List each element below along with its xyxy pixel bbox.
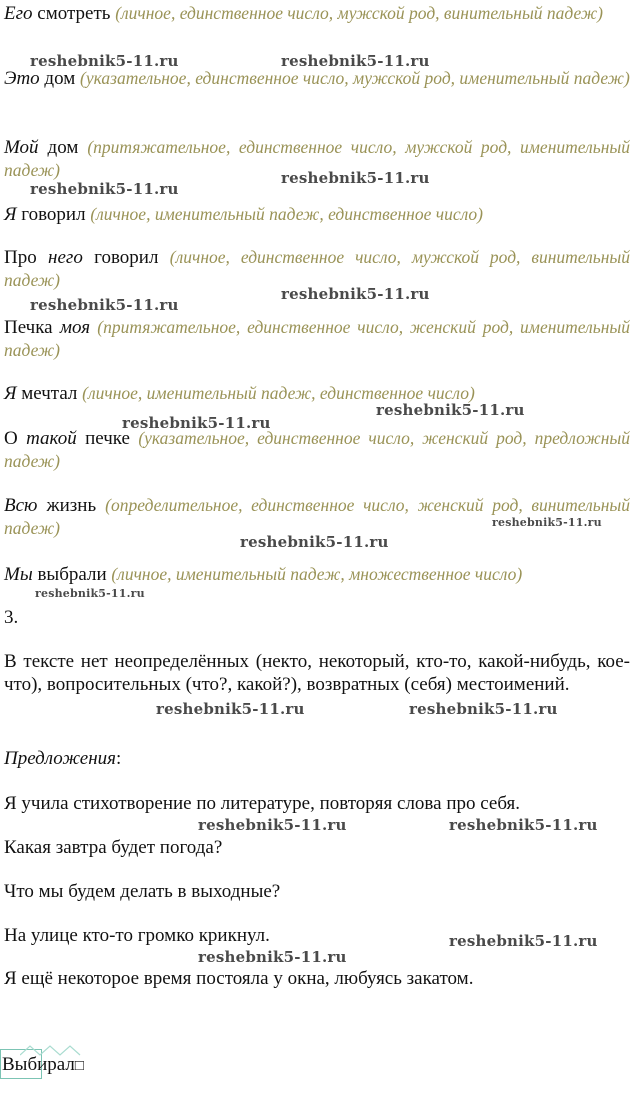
entry-8-prefix: О <box>4 428 27 449</box>
sentences-heading-text: Предложения <box>4 748 116 769</box>
watermark: reshebnik5-11.ru <box>281 52 430 70</box>
sentence-1: Я учила стихотворение по литературе, повторяя слова про себя. <box>4 793 521 814</box>
entry-10-note: (личное, именительный падеж, множественное число) <box>111 564 523 584</box>
entry-1-note: (личное, единственное число, мужской род, винительный падеж) <box>115 3 603 23</box>
entry-3-note: (притяжательное, единственное число, мужской род, именительный падеж) <box>4 137 630 180</box>
entry-8-pronoun: такой <box>26 428 77 449</box>
watermark: reshebnik5-11.ru <box>156 700 305 718</box>
sentence-5: Я ещё некоторое время постояла у окна, любуясь закатом. <box>4 968 474 989</box>
entry-5-note: (личное, единственное число, мужской род, винительный падеж) <box>4 247 630 290</box>
entry-6-pronoun: моя <box>59 317 91 338</box>
entry-6-note: (притяжательное, единственное число, женский род, именительный падеж) <box>4 317 630 360</box>
watermark: reshebnik5-11.ru <box>449 932 598 950</box>
watermark: reshebnik5-11.ru <box>198 948 347 966</box>
sentences-heading <box>4 747 121 770</box>
entry-4-pronoun: Я <box>4 204 17 225</box>
watermark: reshebnik5-11.ru <box>30 180 179 198</box>
entry-9-note: (определительное, единственное число, женский род, винительный падеж) <box>4 495 630 538</box>
sentence-2: Какая завтра будет погода? <box>4 837 223 858</box>
entry-4-text: говорил <box>16 204 91 225</box>
entry-6-prefix: Печка <box>4 317 60 338</box>
entry-7-pronoun: Я <box>4 383 17 404</box>
entry-5-text: говорил <box>82 247 170 268</box>
sentence-3: Что мы будем делать в выходные? <box>4 881 281 902</box>
watermark: reshebnik5-11.ru <box>449 816 598 834</box>
entry-7-note: (личное, именительный падеж, единственное число) <box>82 383 475 403</box>
entry-1-pronoun: Его <box>4 3 33 24</box>
entry-8-note: (указательное, единственное число, женский род, предложный падеж) <box>4 428 630 471</box>
entry-5-pronoun: него <box>48 247 83 268</box>
watermark: reshebnik5-11.ru <box>492 516 602 529</box>
entry-2-text: дом <box>39 68 81 89</box>
watermark: reshebnik5-11.ru <box>30 296 179 314</box>
watermark: reshebnik5-11.ru <box>198 816 347 834</box>
entry-6 <box>4 316 630 362</box>
section-number: 3. <box>4 607 19 628</box>
entry-5-prefix: Про <box>4 247 49 268</box>
watermark: reshebnik5-11.ru <box>122 414 271 432</box>
watermark: reshebnik5-11.ru <box>376 401 525 419</box>
entry-3-pronoun: Мой <box>4 137 39 158</box>
entry-4-note: (личное, именительный падеж, единственное число) <box>90 204 484 224</box>
box-glyph-icon: □ <box>74 1058 84 1074</box>
entry-2-pronoun: Это <box>4 68 40 89</box>
entry-7 <box>4 382 630 405</box>
entry-1-text: смотреть <box>32 3 116 24</box>
entry-10-text: выбрали <box>32 564 112 585</box>
entry-9-text: жизнь <box>37 495 106 516</box>
summary-paragraph: В тексте нет неопределённых (некто, некоторый, кто-то, какой-нибудь, кое-что), вопросительных (что?, какой?), возвратных (себя) местоимений. <box>4 651 630 695</box>
entry-2 <box>4 67 630 90</box>
bottom-label <box>2 1052 84 1079</box>
entry-8-text: печке <box>76 428 139 449</box>
watermark: reshebnik5-11.ru <box>35 587 145 600</box>
entry-3-text: дом <box>38 137 88 158</box>
entry-4 <box>4 203 630 226</box>
bottom-label-text: Выбирал <box>2 1054 75 1075</box>
watermark: reshebnik5-11.ru <box>281 169 430 187</box>
entry-10 <box>4 563 630 586</box>
watermark: reshebnik5-11.ru <box>240 533 389 551</box>
entry-2-note: (указательное, единственное число, мужской род, именительный падеж) <box>80 68 630 88</box>
entry-7-text: мечтал <box>16 383 83 404</box>
entry-1 <box>4 2 630 25</box>
entry-9-pronoun: Всю <box>4 495 38 516</box>
entry-8 <box>4 427 630 473</box>
watermark: reshebnik5-11.ru <box>30 52 179 70</box>
entry-10-pronoun: Мы <box>4 564 33 585</box>
sentence-4: На улице кто-то громко крикнул. <box>4 925 270 946</box>
watermark: reshebnik5-11.ru <box>409 700 558 718</box>
sentences-heading-colon: : <box>115 748 122 769</box>
watermark: reshebnik5-11.ru <box>281 285 430 303</box>
